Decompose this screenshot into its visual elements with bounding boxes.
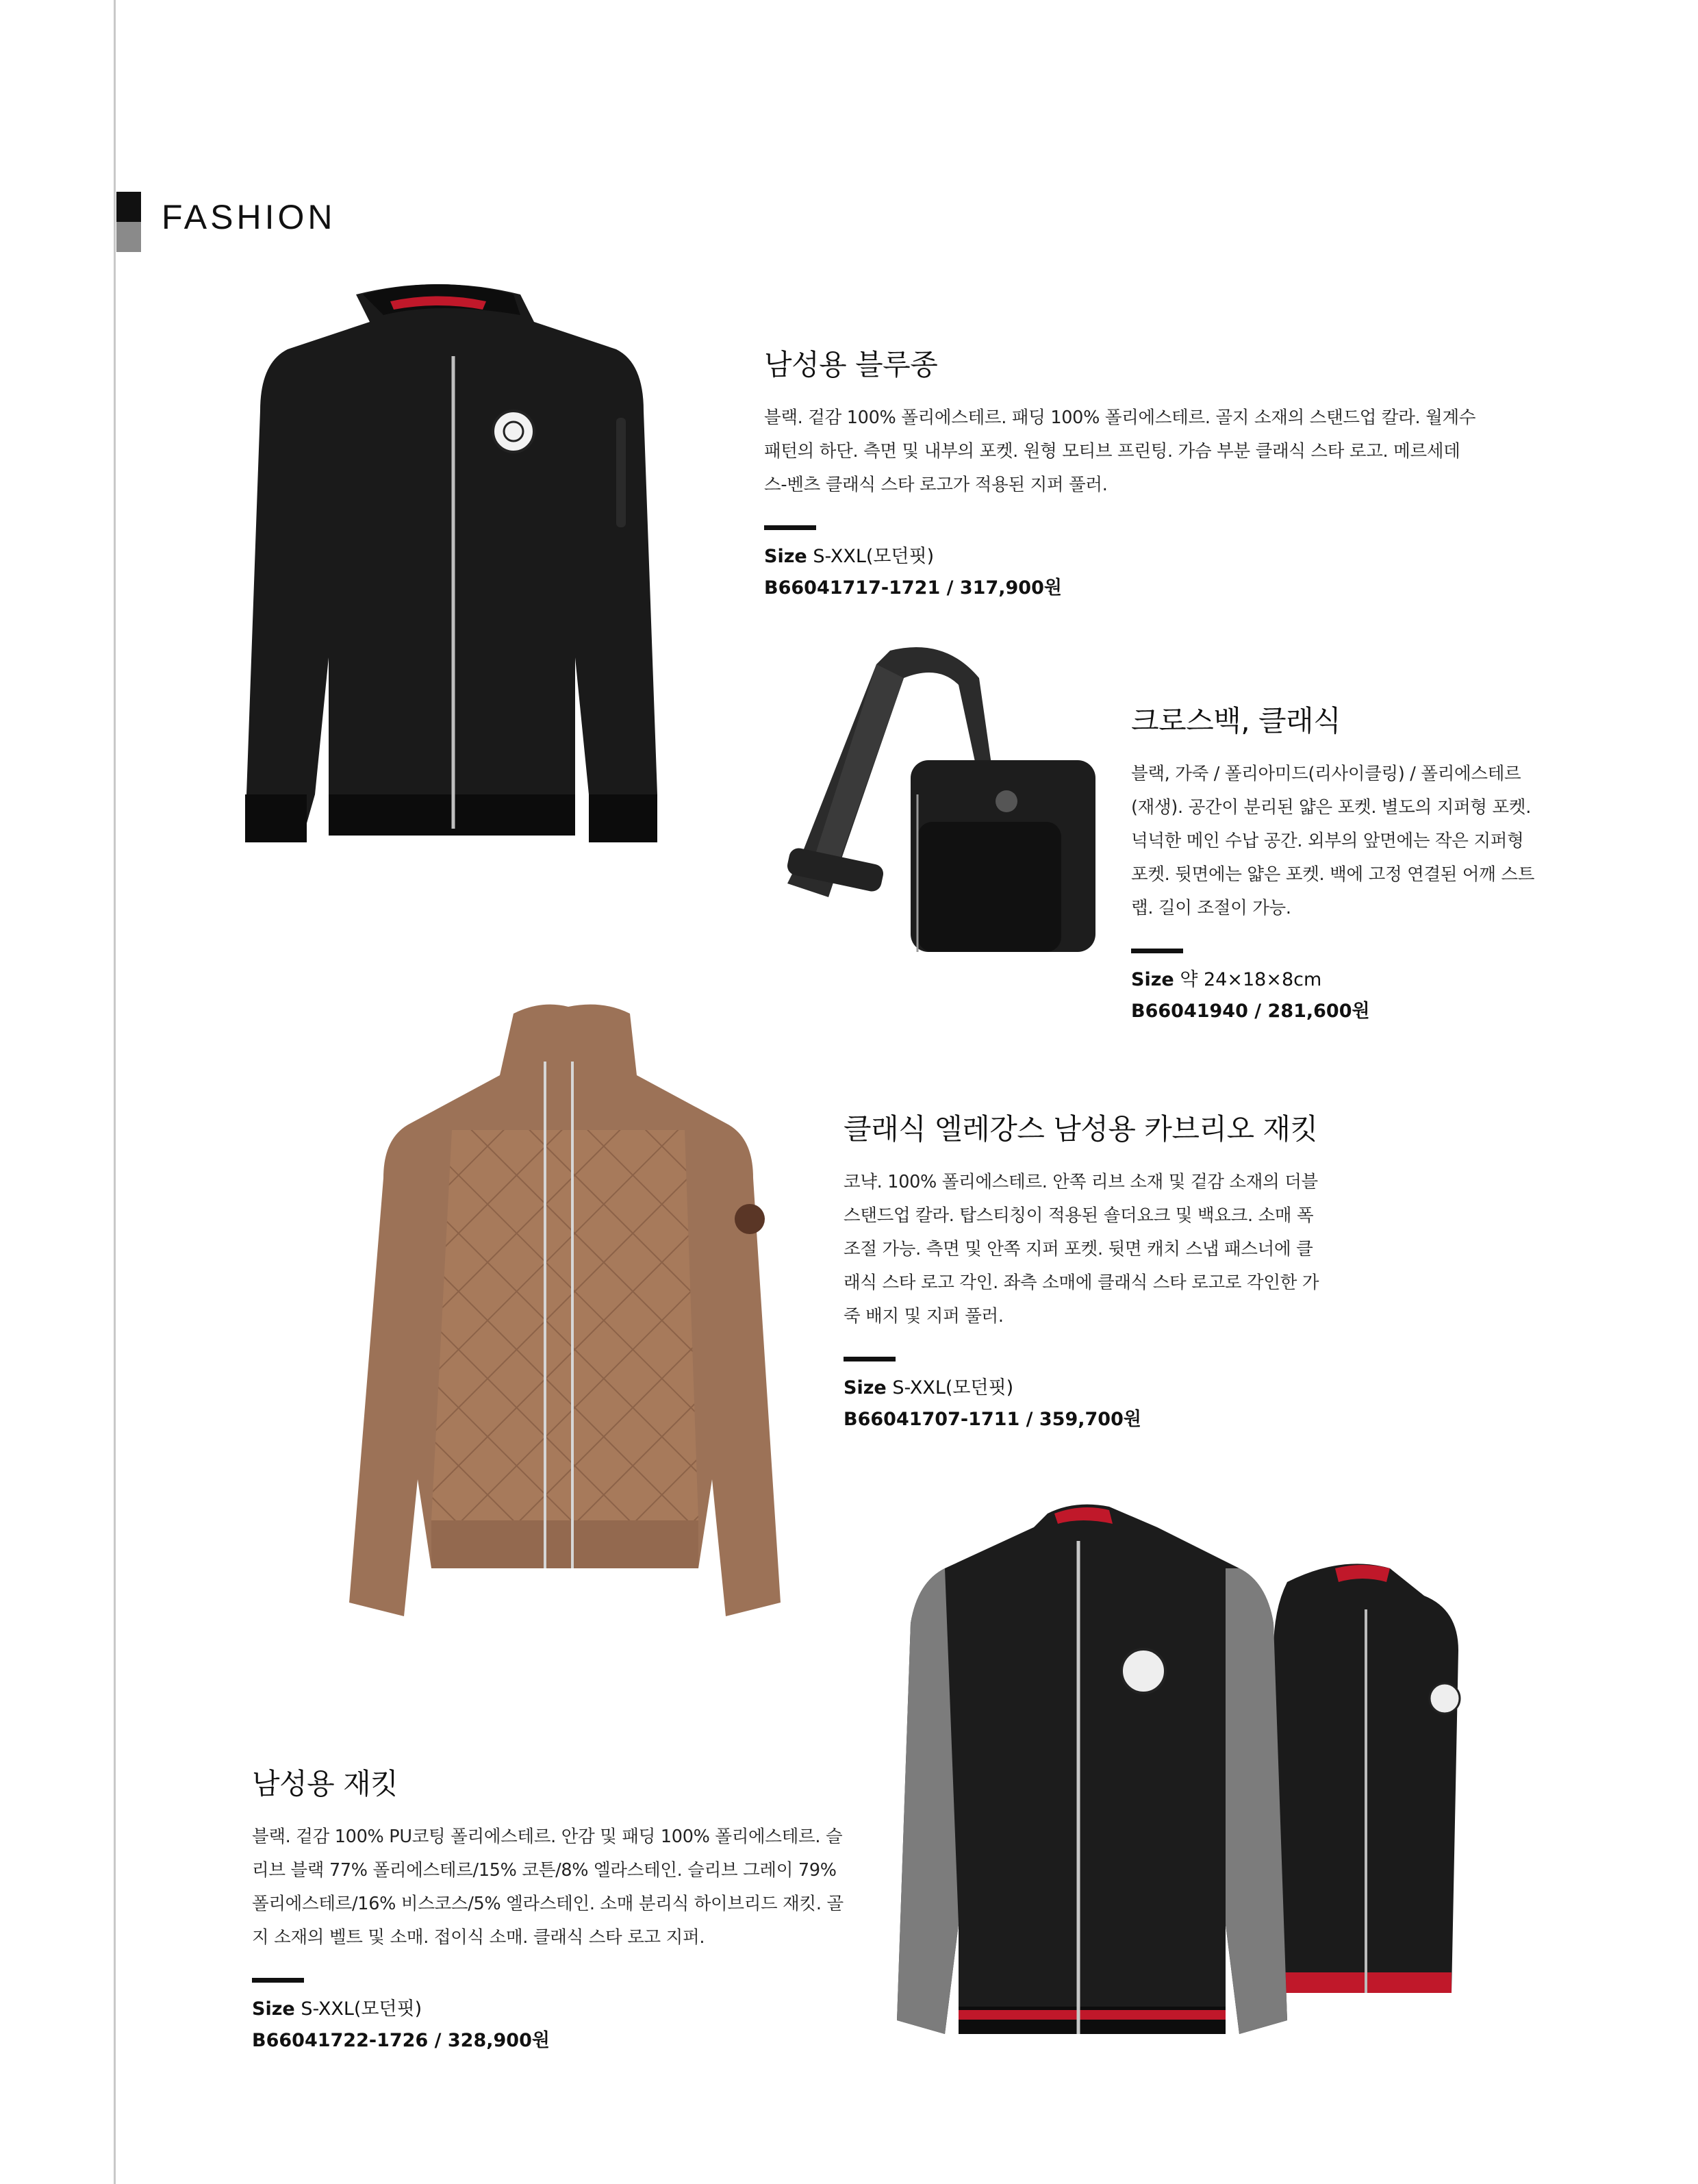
size-label: Size [764,546,807,567]
product-cabrio-jacket [844,1107,1323,1435]
product-size [844,1372,1323,1404]
product-title: 남성용 재킷 [252,1767,398,1800]
code-price: B66041722-1726 / 328,900원 [252,2030,550,2051]
product-cross-bag [1131,699,1542,1027]
product-description: 블랙. 겉감 100% 폴리에스테르. 패딩 100% 폴리에스테르. 골지 소재의 스탠드업 칼라. 월계수 패턴의 하단. 측면 및 내부의 포켓. 원형 모티브 프린팅. 가슴 부분 클래식 스타 로고. 메르세데스-벤츠 클래식 스타 로고가 적용된 지퍼 풀러. [764,407,1476,495]
bomber-jacket-image [233,274,671,863]
hybrid-jacket-vest-image [883,1500,1541,2068]
cross-bag-image [774,637,1102,1007]
product-bomber-jacket [764,342,1476,604]
code-price: B66041717-1721 / 317,900원 [764,577,1062,599]
product-size [1131,964,1542,996]
size-value: S-XXL(모던핏) [301,1998,422,2020]
section-marker [116,192,141,252]
product-hybrid-jacket [252,1761,854,2057]
product-description: 블랙. 겉감 100% PU코팅 폴리에스테르. 안감 및 패딩 100% 폴리에스테르. 슬리브 블랙 77% 폴리에스테르/15% 코튼/8% 엘라스테인. 슬리브 그레이 79% 폴리에스테르/16% 비스코스/5% 엘라스테인. 소매 분리식 하이브리드 재킷. 골지 소재의 벨트 및 소매. 접이식 소매. 클래식 스타 로고 지퍼. [252,1827,844,1948]
product-title: 클래식 엘레강스 남성용 카브리오 재킷 [844,1112,1318,1146]
product-description: 블랙, 가죽 / 폴리아미드(리사이클링) / 폴리에스테르(재생). 공간이 분리된 얇은 포켓. 별도의 지퍼형 포켓. 넉넉한 메인 수납 공간. 외부의 앞면에는 작은 지퍼형 포켓. 뒷면에는 얇은 포켓. 백에 고정 연결된 어깨 스트랩. 길이 조절이 가능. [1131,764,1535,918]
size-label: Size [1131,969,1174,990]
size-label: Size [252,1998,295,2020]
code-price: B66041707-1711 / 359,700원 [844,1409,1141,1430]
product-size [252,1994,854,2025]
size-value: S-XXL(모던핏) [813,546,935,567]
product-code-price [764,573,1476,604]
size-value: 약 24×18×8cm [1180,969,1322,990]
divider-rule [1131,949,1183,953]
product-code-price [1131,996,1542,1027]
divider-rule [252,1978,304,1983]
divider-rule [844,1357,896,1361]
product-title: 크로스백, 클래식 [1131,704,1341,738]
divider-rule [764,525,816,530]
product-description: 코냑. 100% 폴리에스테르. 안쪽 리브 소재 및 겉감 소재의 더블 스탠드업 칼라. 탑스티칭이 적용된 숄더요크 및 백요크. 소매 폭 조절 가능. 측면 및 안쪽 지퍼 포켓. 뒷면 캐치 스냅 패스너에 클래식 스타 로고 각인. 좌측 소매에 클래식 스타 로고로 각인한 가죽 배지 및 지퍼 풀러. [844,1172,1319,1327]
product-code-price [844,1404,1323,1435]
product-code-price [252,2025,854,2057]
product-title: 남성용 블루종 [764,348,938,381]
page-margin-line [114,0,116,2184]
size-label: Size [844,1377,887,1398]
cabrio-jacket-image [342,1000,808,1630]
code-price: B66041940 / 281,600원 [1131,1001,1370,1022]
product-size [764,541,1476,573]
size-value: S-XXL(모던핏) [892,1377,1014,1398]
section-title: FASHION [162,198,336,236]
